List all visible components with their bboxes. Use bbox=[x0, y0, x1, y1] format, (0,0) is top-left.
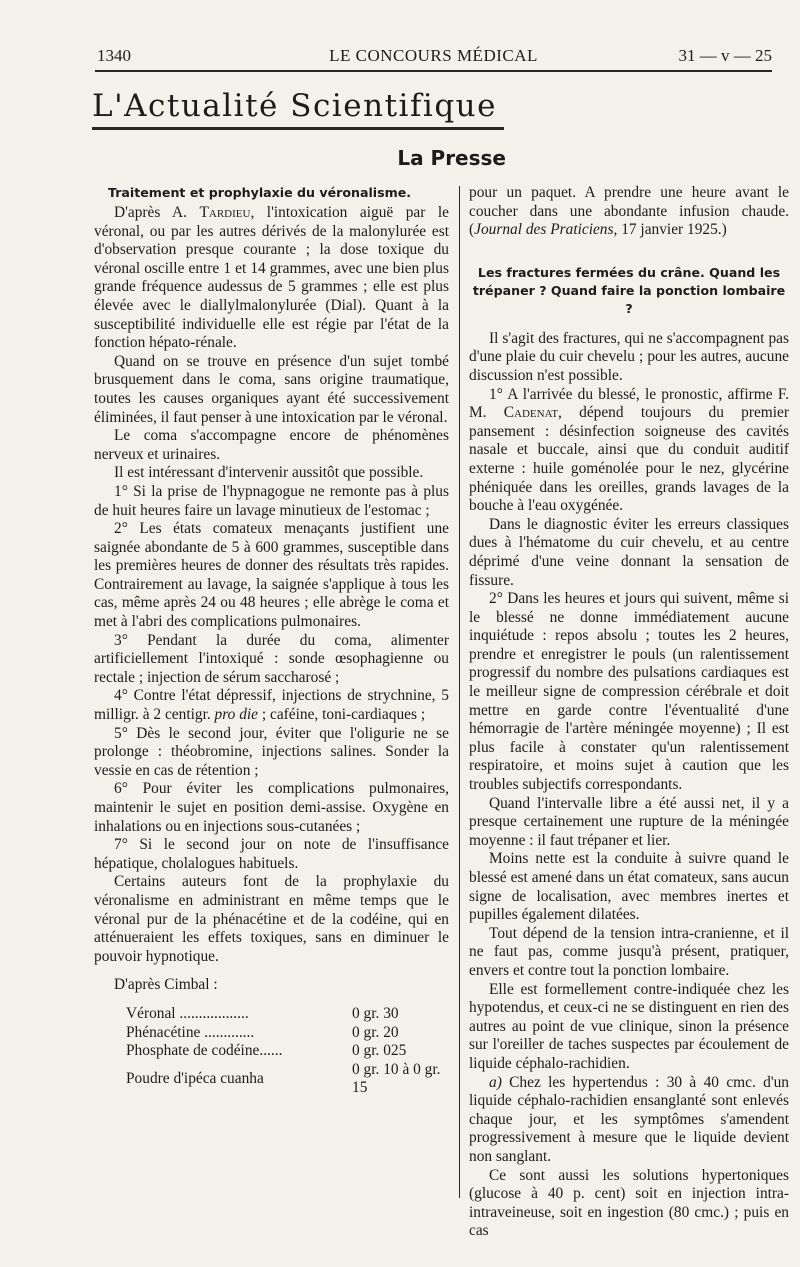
paragraph: 2° Les états comateux menaçants justifient une saignée abondante de 5 à 600 grammes, susceptible dans les premières heures de donner des résultats très rapides. Contrairement au lavage, la saignée s'applique à tous les cas, même après 24 ou 48 heures ; elle abrège le coma et met à l'abri des complications pulmonaires. bbox=[94, 520, 449, 631]
paragraph: Quand l'intervalle libre a été aussi net, il y a presque certainement une rupture de la méningée moyenne : il faut trépaner et lier. bbox=[469, 794, 789, 849]
paragraph: Le coma s'accompagne encore de phénomènes nerveux et urinaires. bbox=[94, 427, 449, 463]
paragraph: 3° Pendant la durée du coma, alimenter artificiellement l'intoxiqué : sonde œsophagienne ou rectale ; injection de sérum saccharosé ; bbox=[94, 631, 449, 686]
journal-title: LE CONCOURS MÉDICAL bbox=[329, 46, 538, 65]
paragraph: 1° Si la prise de l'hypnagogue ne remonte pas à plus de huit heures faire un lavage minutieux de l'estomac ; bbox=[94, 482, 449, 519]
formula-row: Phénacétine ............. 0 gr. 20 bbox=[126, 1023, 399, 1041]
title-underline bbox=[92, 127, 504, 130]
left-column bbox=[94, 184, 449, 1098]
article-title: Les fractures fermées du crâne. Quand les trépaner ? Quand faire la ponction lombaire ? bbox=[472, 264, 786, 316]
running-header bbox=[95, 44, 772, 72]
paragraph: 1° A l'arrivée du blessé, le pronostic, affirme F. M. Cadenat, dépend toujours du premier pansement : désinfection soigneuse des cavités nasale et buccale, ainsi que du conduit auditif externe : huile goménolée pour le nez, glycérine phéniquée dans les oreilles, grands lavages de la bouche à l'eau oxygénée. bbox=[469, 385, 789, 515]
paragraph: D'après A. Tardieu, l'intoxication aiguë par le véronal, ou par les autres dérivés de la malonylurée est d'observation presque courante ; la dose toxique du véronal oscille entre 1 et 14 grammes, avec une bien plus grande fréquence audessus de 5 grammes ; elle est plus élevée avec le diallylmalonylurée (Dial). Quant à la susceptibilité individuelle elle est régie par l'état de la fonction hépato-rénale. bbox=[94, 204, 449, 352]
paragraph: 6° Pour éviter les complications pulmonaires, maintenir le sujet en position demi-assise. Oxygène en inhalations ou en injections sous-cutanées ; bbox=[94, 780, 449, 835]
paragraph: Moins nette est la conduite à suivre quand le blessé est amené dans un état comateux, sans aucun signe de localisation, avec membres inertes et pupilles également dilatées. bbox=[469, 850, 789, 924]
paragraph: 7° Si le second jour on note de l'insuffisance hépatique, cholalogues habituels. bbox=[94, 836, 449, 872]
article-title: Traitement et prophylaxie du véronalisme. bbox=[108, 185, 412, 200]
paragraph: Ce sont aussi les solutions hypertoniques (glucose à 40 p. cent) soit en injection intra-intraveineuse, soit en ingestion (80 cmc.) ; puis en cas bbox=[469, 1166, 789, 1240]
right-column bbox=[469, 184, 789, 1241]
paragraph-continuation: pour un paquet. A prendre une heure avant le coucher dans une abondante infusion chaude. (Journal des Praticiens, 17 janvier 1925.) bbox=[469, 184, 789, 239]
paragraph: Il est intéressant d'intervenir aussitôt que possible. bbox=[114, 464, 424, 482]
author-name: Tardieu bbox=[199, 204, 251, 221]
paragraph: 5° Dès le second jour, éviter que l'oligurie ne se prolonge : théobromine, injections salines. Sonder la vessie en cas de rétention ; bbox=[94, 724, 449, 779]
paragraph: Dans le diagnostic éviter les erreurs classiques dues à l'hématome du cuir chevelu, et au centre déprimé d'une veine donnant la sensation de fissure. bbox=[469, 515, 789, 589]
paragraph: a) Chez les hypertendus : 30 à 40 cmc. d'un liquide céphalo-rachidien ensanglanté sont enlevés chaque jour, et les symptômes s'amendent progressivement à mesure que le liquide devient non sanglant. bbox=[469, 1073, 789, 1165]
formula-row: Véronal .................. 0 gr. 30 bbox=[126, 1004, 399, 1022]
paragraph: 4° Contre l'état dépressif, injections de strychnine, 5 milligr. à 2 centigr. pro die ; caféine, toni-cardiaques ; bbox=[94, 687, 449, 724]
paragraph: D'après Cimbal : bbox=[114, 976, 218, 994]
paragraph: 2° Dans les heures et jours qui suivent, même si le blessé ne donne immédiatement aucune inquiétude : repos absolu ; toutes les 2 heures, prendre et enregistrer le pouls (un ralentissement progressif du nombre des pulsations cardiaques est le meilleur signe de compression cérébrale et doit mettre en garde contre l'éventualité d'une hémorragie de l'artère méningée moyenne) ; Il est plus facile à constater qu'un ralentissement respiratoire, et moins sujet à caution que les troubles subjectifs correspondants. bbox=[469, 590, 789, 794]
section-title: L'Actualité Scientifique bbox=[92, 88, 497, 124]
paragraph: Il s'agit des fractures, qui ne s'accompagnent pas d'une plaie du cuir chevelu ; pour les autres, aucune discussion n'est possible. bbox=[469, 329, 789, 384]
paragraph: Elle est formellement contre-indiquée chez les hypotendus, et ceux-ci ne se distinguent en rien des autres au point de vue clinique, sinon la présence sur l'oreiller de taches suspectes par écoulement de liquide céphalo-rachidien. bbox=[469, 980, 789, 1072]
journal-citation: Journal des Praticiens bbox=[474, 221, 614, 239]
issue-date: 31 — v — 25 bbox=[678, 46, 772, 65]
prescription-formula bbox=[126, 1005, 449, 1098]
formula-row: Poudre d'ipéca cuanha 0 gr. 10 à 0 gr. 15 bbox=[126, 1060, 441, 1097]
section-subtitle: La Presse bbox=[397, 146, 506, 170]
paragraph: Quand on se trouve en présence d'un sujet tombé brusquement dans le coma, sans origine traumatique, toutes les causes organiques ayant été successivement éliminées, il faut penser à une intoxication par le véronal. bbox=[94, 352, 449, 426]
column-divider bbox=[459, 186, 460, 1198]
author-name: Cadenat bbox=[503, 404, 559, 422]
paragraph: Tout dépend de la tension intra-cranienne, et il ne faut pas, comme jusqu'à présent, pratiquer, envers et contre tout la ponction lombaire. bbox=[469, 924, 789, 979]
page-number: 1340 bbox=[97, 46, 131, 65]
paragraph: Certains auteurs font de la prophylaxie du véronalisme en administrant en même temps que le véronal pur de la phénacétine et de la codéine, qui en atténueraient les effets toxiques, sans en diminuer le pouvoir hypnotique. bbox=[94, 873, 449, 965]
formula-row: Phosphate de codéine...... 0 gr. 025 bbox=[126, 1042, 407, 1060]
